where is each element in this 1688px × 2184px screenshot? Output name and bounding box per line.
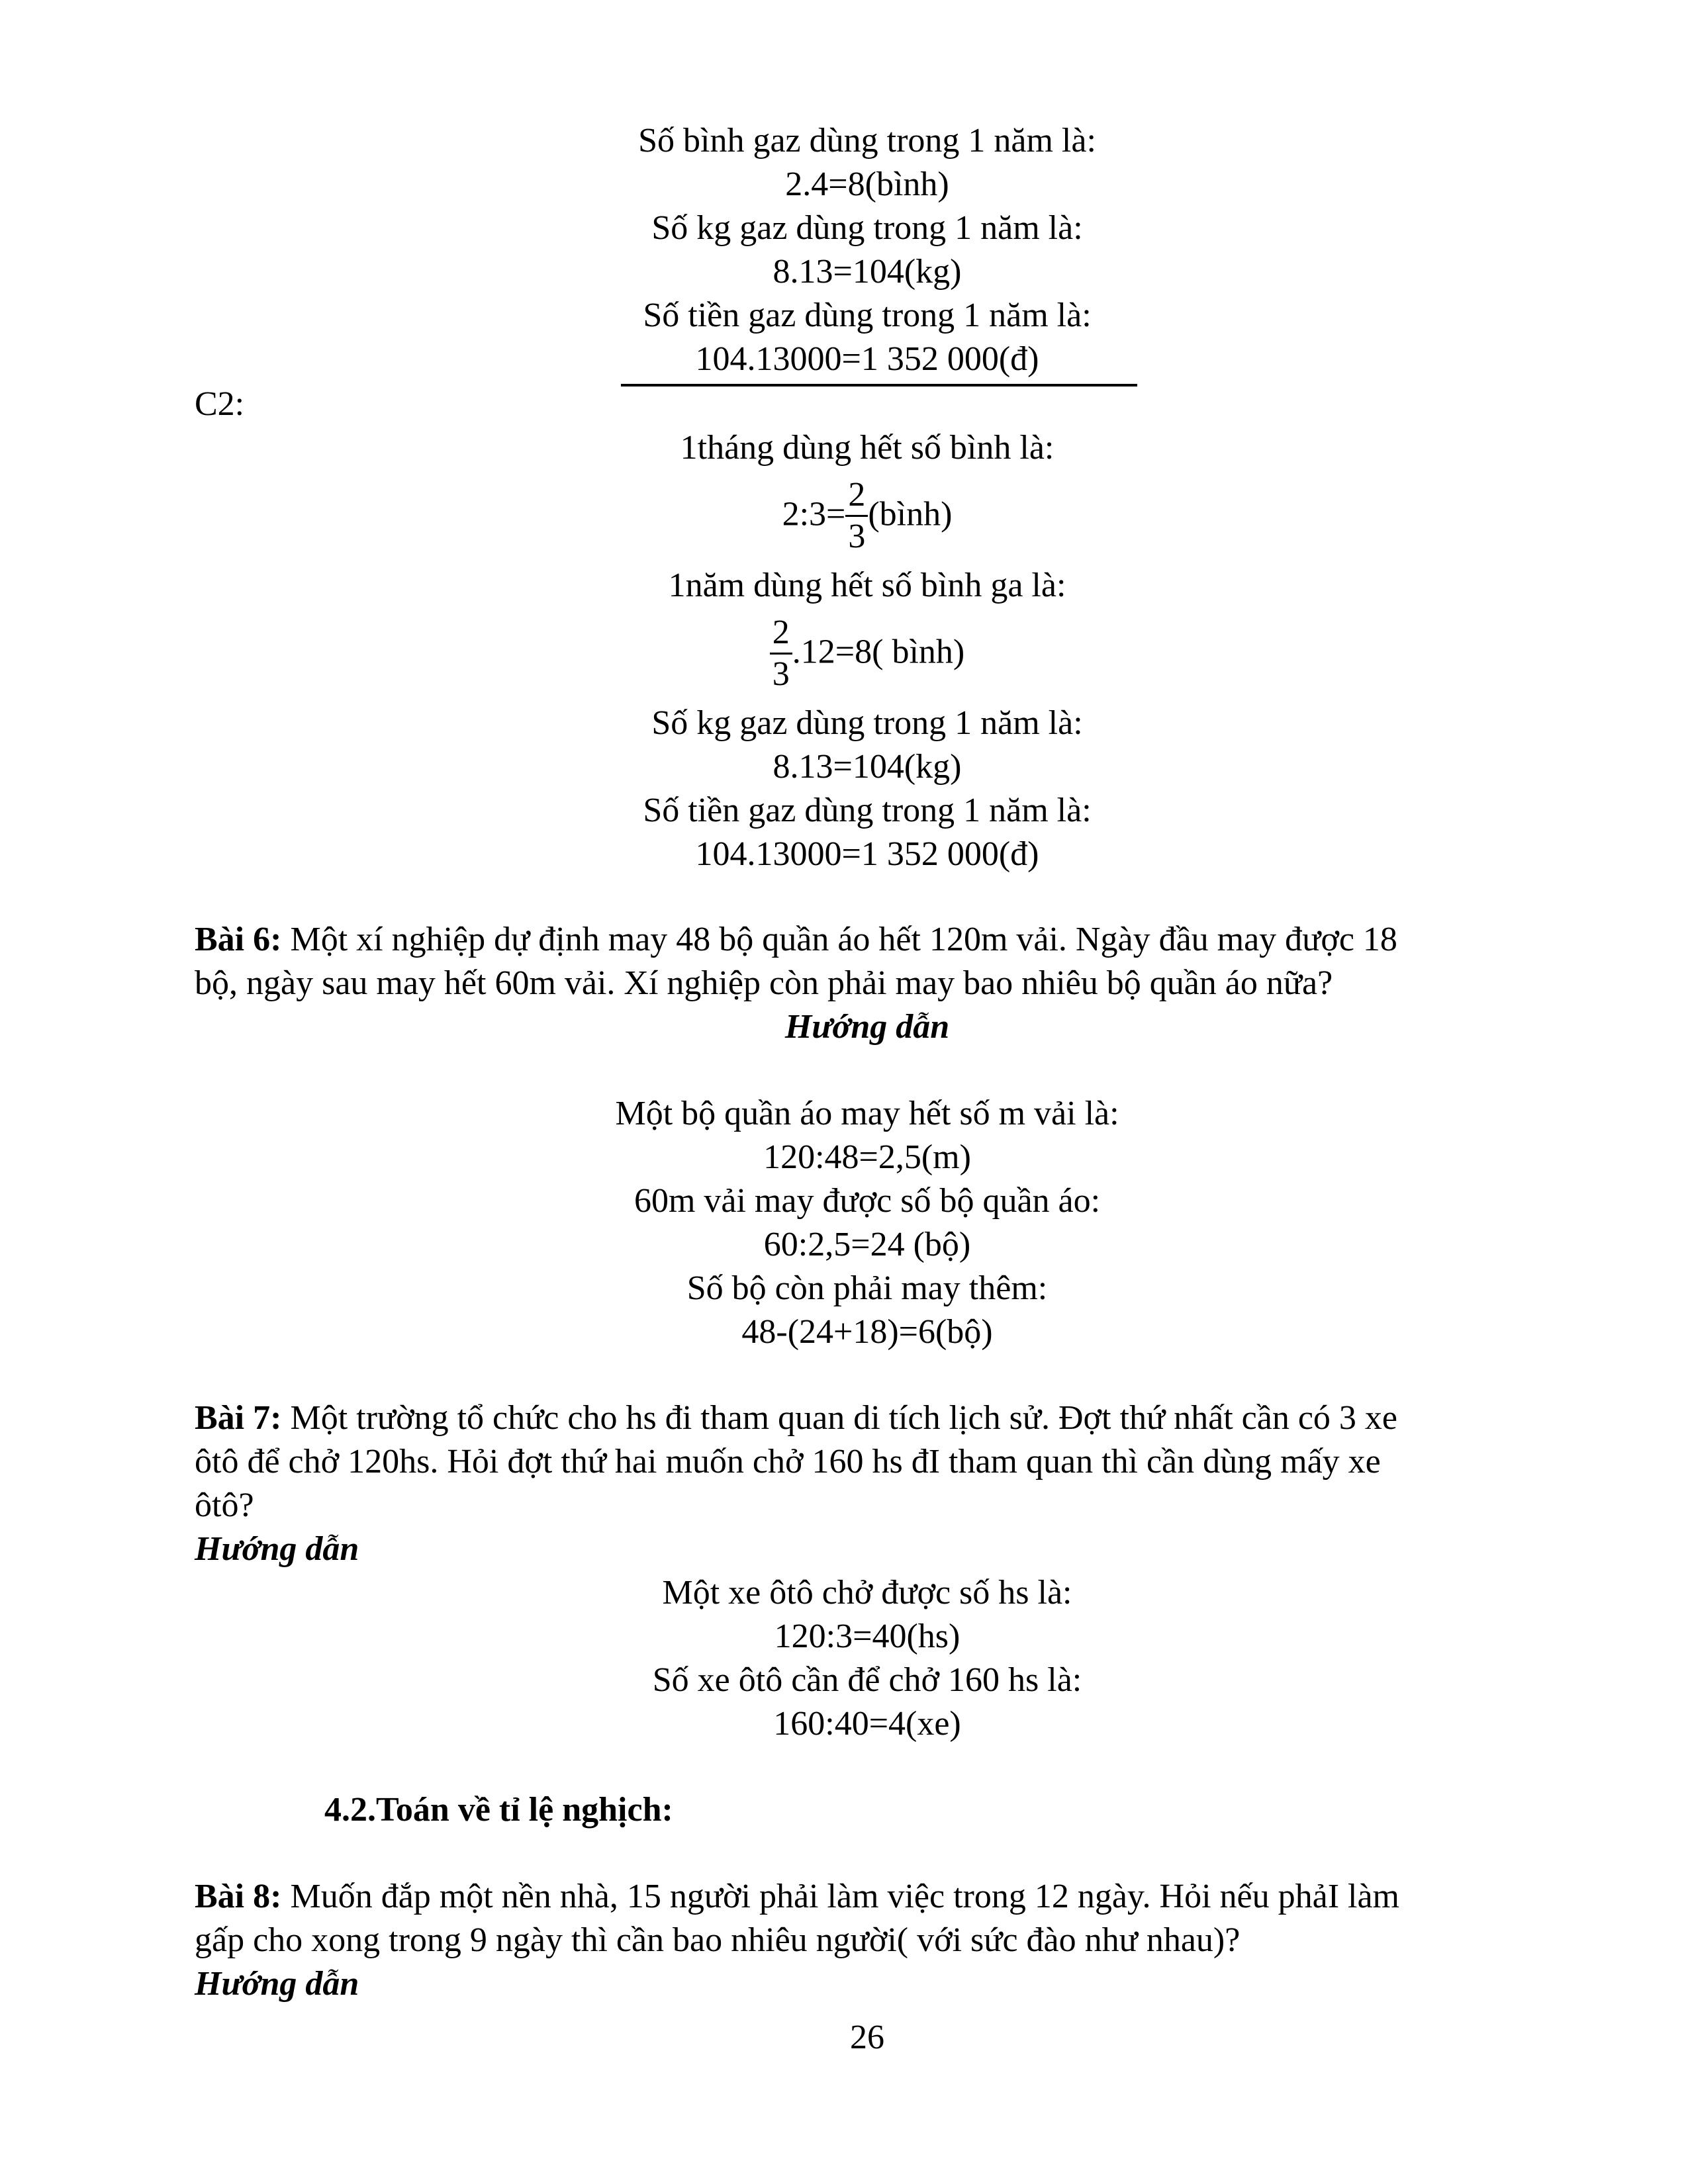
c2-line-1: 1tháng dùng hết số bình là: <box>680 429 1055 467</box>
c1-line-3: Số kg gaz dùng trong 1 năm là: <box>651 209 1083 247</box>
c1-line-6: 104.13000=1 352 000(đ) <box>695 340 1039 378</box>
bai6-guide-heading: Hướng dẫn <box>784 1008 950 1046</box>
c1-line-1: Số bình gaz dùng trong 1 năm là: <box>638 122 1096 159</box>
c2-line-2-prefix: 2:3= <box>782 495 846 533</box>
bai8-label: Bài 8: <box>195 1878 282 1915</box>
bai8-text-1: Muốn đắp một nền nhà, 15 người phải làm việc trong 12 ngày. Hỏi nếu phảI làm <box>281 1878 1399 1915</box>
c2-line-6: 8.13=104(kg) <box>773 748 962 786</box>
bai6-solution-1: Một bộ quần áo may hết số m vải là: <box>615 1095 1119 1132</box>
bai6-text-2: bộ, ngày sau may hết 60m vải. Xí nghiệp còn phải may bao nhiêu bộ quần áo nữa? <box>195 964 1333 1002</box>
fraction-numerator: 2 <box>770 615 792 655</box>
bai6-solution-2: 120:48=2,5(m) <box>763 1138 971 1176</box>
separator-rule <box>621 384 1137 387</box>
bai7-text-1: Một trường tổ chức cho hs đi tham quan di tích lịch sử. Đợt thứ nhất cần có 3 xe <box>281 1399 1397 1437</box>
c2-line-3: 1năm dùng hết số bình ga là: <box>668 567 1066 604</box>
bai7-text-3: ôtô? <box>195 1486 254 1524</box>
c2-line-5: Số kg gaz dùng trong 1 năm là: <box>651 704 1083 742</box>
fraction-denominator: 3 <box>848 518 866 555</box>
page-number: 26 <box>850 2019 884 2056</box>
bai7-solution-2: 120:3=40(hs) <box>774 1617 961 1655</box>
c2-line-4-suffix: .12=8( bình) <box>792 633 965 671</box>
bai7-solution-1: Một xe ôtô chở được số hs là: <box>662 1574 1072 1612</box>
bai7-guide-heading: Hướng dẫn <box>195 1530 359 1568</box>
c1-line-2: 2.4=8(bình) <box>785 165 949 203</box>
bai6-solution-5: Số bộ còn phải may thêm: <box>686 1269 1048 1307</box>
bai7-label: Bài 7: <box>195 1399 282 1437</box>
fraction-numerator: 2 <box>845 478 868 517</box>
bai6-text-1: Một xí nghiệp dự định may 48 bộ quần áo hết 120m vải. Ngày đầu may được 18 <box>281 921 1397 958</box>
bai6-solution-4: 60:2,5=24 (bộ) <box>763 1226 971 1263</box>
fraction-denominator: 3 <box>772 655 790 693</box>
c2-line-7: Số tiền gaz dùng trong 1 năm là: <box>643 792 1092 829</box>
section-heading: 4.2.Toán về tỉ lệ nghịch: <box>324 1791 673 1829</box>
bai6-solution-3: 60m vải may được số bộ quần áo: <box>633 1182 1101 1220</box>
bai8-guide-heading: Hướng dẫn <box>195 1965 359 2003</box>
bai6-paragraph-line-1 <box>195 918 1397 962</box>
c2-line-4 <box>0 614 1688 693</box>
c1-line-5: Số tiền gaz dùng trong 1 năm là: <box>643 296 1092 334</box>
bai6-solution-6: 48-(24+18)=6(bộ) <box>741 1313 993 1351</box>
bai7-solution-3: Số xe ôtô cần để chở 160 hs là: <box>652 1661 1082 1699</box>
bai8-paragraph-line-1 <box>195 1875 1399 1919</box>
c1-line-4: 8.13=104(kg) <box>773 253 962 291</box>
fraction <box>845 478 868 554</box>
bai7-paragraph-line-1 <box>195 1396 1397 1440</box>
bai7-text-2: ôtô để chở 120hs. Hỏi đợt thứ hai muốn chở 160 hs đI tham quan thì cần dùng mấy xe <box>195 1443 1381 1480</box>
bai8-text-2: gấp cho xong trong 9 ngày thì cần bao nhiêu người( với sức đào như nhau)? <box>195 1921 1241 1959</box>
c2-label: C2: <box>195 385 245 423</box>
fraction <box>770 615 792 692</box>
c2-line-8: 104.13000=1 352 000(đ) <box>695 835 1039 873</box>
c2-line-2-suffix: (bình) <box>868 495 953 533</box>
bai7-solution-4: 160:40=4(xe) <box>773 1705 961 1743</box>
c2-line-2 <box>0 476 1688 555</box>
bai6-label: Bài 6: <box>195 921 282 958</box>
